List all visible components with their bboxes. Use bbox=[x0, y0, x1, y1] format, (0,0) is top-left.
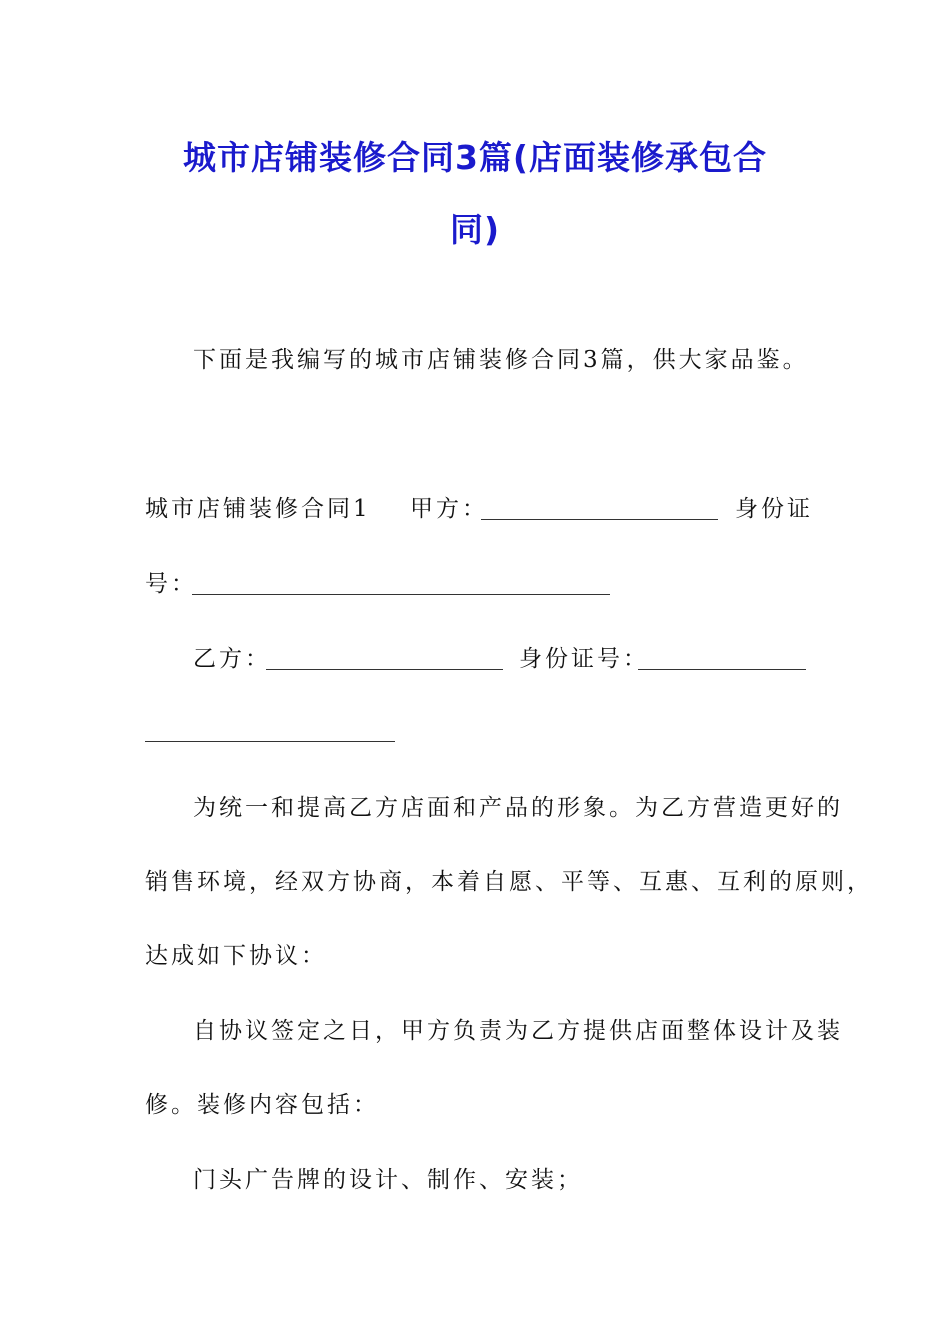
document-title-line-1: 城市店铺装修合同3篇(店面装修承包合 bbox=[182, 138, 768, 177]
document-title-line-2: 同) bbox=[449, 210, 501, 249]
paragraph-2-line-1: 自协议签定之日，甲方负责为乙方提供店面整体设计及装 bbox=[193, 1018, 843, 1044]
party-b-label: 乙方： bbox=[193, 646, 271, 672]
contract-heading: 城市店铺装修合同1 bbox=[145, 496, 371, 522]
party-b-id-blank-line-2 bbox=[145, 741, 395, 742]
party-a-id-label-start: 身份证 bbox=[735, 496, 813, 522]
party-a-id-label-end: 号： bbox=[145, 571, 197, 597]
party-b-name-blank bbox=[266, 669, 503, 670]
party-b-id-blank-line-1 bbox=[638, 669, 806, 670]
party-a-label: 甲方： bbox=[410, 496, 488, 522]
party-a-id-blank bbox=[192, 594, 610, 595]
paragraph-1-line-3: 达成如下协议： bbox=[145, 943, 327, 969]
intro-text: 下面是我编写的城市店铺装修合同3篇，供大家品鉴。 bbox=[193, 347, 809, 373]
paragraph-1-line-2: 销售环境，经双方协商，本着自愿、平等、互惠、互利的原则， bbox=[145, 869, 873, 895]
paragraph-3-line-1: 门头广告牌的设计、制作、安装； bbox=[193, 1167, 583, 1193]
party-a-name-blank bbox=[481, 519, 718, 520]
paragraph-2-line-2: 修。装修内容包括： bbox=[145, 1092, 379, 1118]
paragraph-1-line-1: 为统一和提高乙方店面和产品的形象。为乙方营造更好的 bbox=[193, 795, 843, 821]
party-b-id-label: 身份证号： bbox=[519, 646, 649, 672]
